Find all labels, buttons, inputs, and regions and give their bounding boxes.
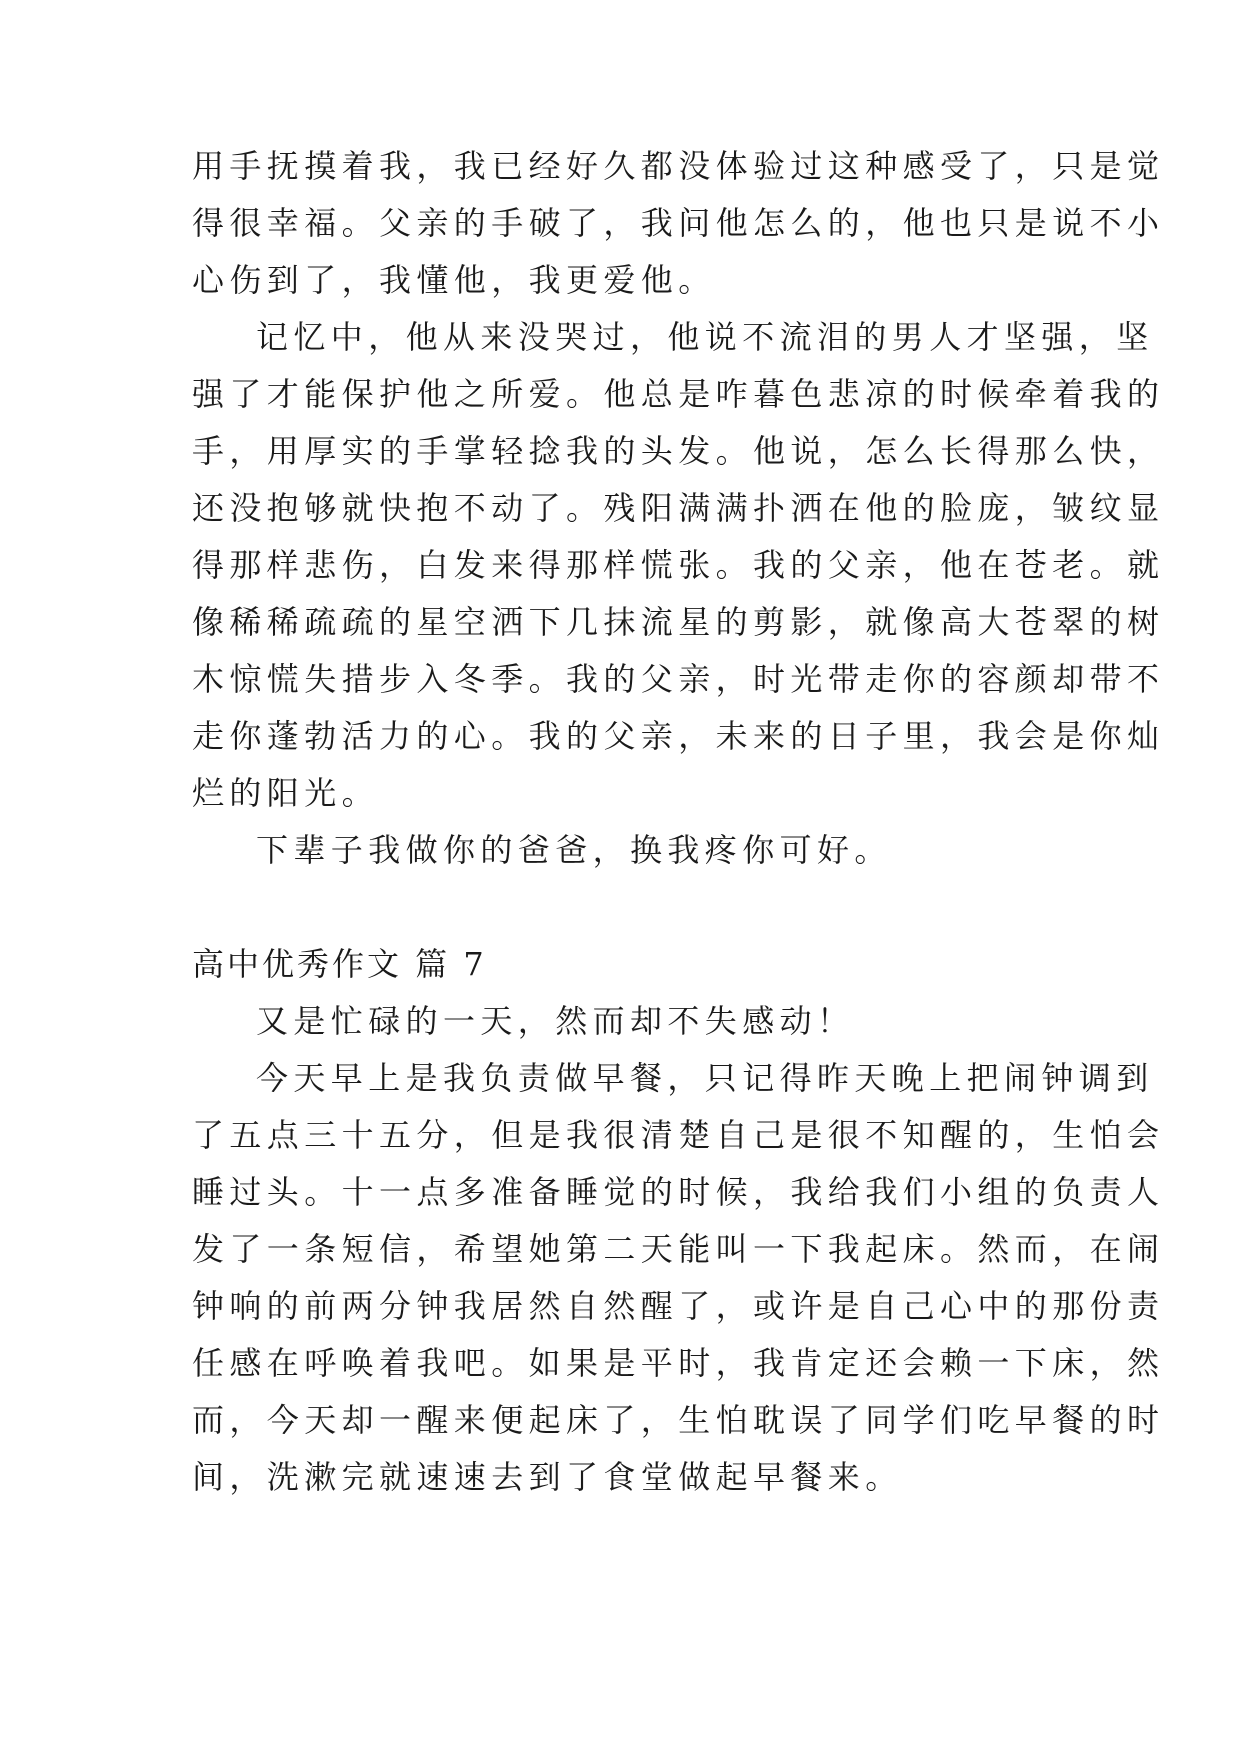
- text-line: 今天早上是我负责做早餐，只记得昨天晚上把闹钟调到: [256, 1059, 1154, 1097]
- text-line: 而，今天却一醒来便起床了，生怕耽误了同学们吃早餐的时: [192, 1401, 1165, 1439]
- text-line: 睡过头。十一点多准备睡觉的时候，我给我们小组的负责人: [192, 1173, 1165, 1211]
- text-line: 用手抚摸着我，我已经好久都没体验过这种感受了，只是觉: [192, 147, 1165, 185]
- text-line: 强了才能保护他之所爱。他总是咋暮色悲凉的时候牵着我的: [192, 375, 1165, 413]
- text-line: 木惊慌失措步入冬季。我的父亲，时光带走你的容颜却带不: [192, 660, 1165, 698]
- text-line: 走你蓬勃活力的心。我的父亲，未来的日子里，我会是你灿: [192, 717, 1165, 755]
- section-heading: 高中优秀作文 篇 7: [192, 945, 487, 983]
- text-line: 烂的阳光。: [192, 774, 380, 812]
- text-line: 手，用厚实的手掌轻捻我的头发。他说，怎么长得那么快，: [192, 432, 1165, 470]
- text-line: 任感在呼唤着我吧。如果是平时，我肯定还会赖一下床，然: [192, 1344, 1165, 1382]
- text-line: 还没抱够就快抱不动了。残阳满满扑洒在他的脸庞，皱纹显: [192, 489, 1165, 527]
- text-line: 得很幸福。父亲的手破了，我问他怎么的，他也只是说不小: [192, 204, 1165, 242]
- text-line: 记忆中，他从来没哭过，他说不流泪的男人才坚强，坚: [256, 318, 1154, 356]
- text-line: 又是忙碌的一天，然而却不失感动！: [256, 1002, 855, 1040]
- text-line: 像稀稀疏疏的星空洒下几抹流星的剪影，就像高大苍翠的树: [192, 603, 1165, 641]
- text-line: 发了一条短信，希望她第二天能叫一下我起床。然而，在闹: [192, 1230, 1165, 1268]
- text-line: 钟响的前两分钟我居然自然醒了，或许是自己心中的那份责: [192, 1287, 1165, 1325]
- text-line: 心伤到了，我懂他，我更爱他。: [192, 261, 716, 299]
- text-line: 了五点三十五分，但是我很清楚自己是很不知醒的，生怕会: [192, 1116, 1165, 1154]
- text-line: 下辈子我做你的爸爸，换我疼你可好。: [256, 831, 892, 869]
- text-line: 得那样悲伤，白发来得那样慌张。我的父亲，他在苍老。就: [192, 546, 1165, 584]
- text-line: 间，洗漱完就速速去到了食堂做起早餐来。: [192, 1458, 903, 1496]
